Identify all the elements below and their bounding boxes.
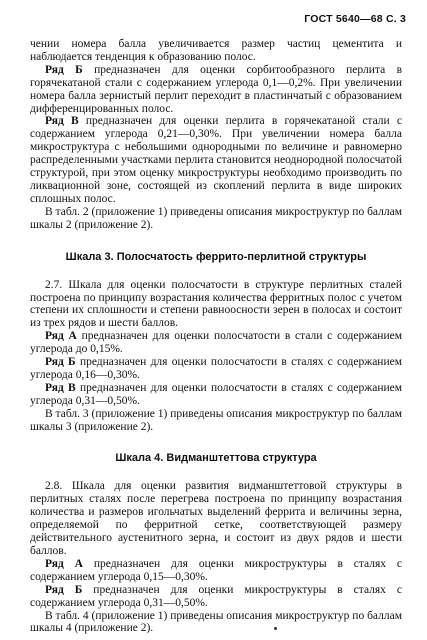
- paragraph-row-b: [30, 356, 402, 382]
- row-text: предназначен для оценки полосчатости в стали с содержанием углерода до 0,15%.: [30, 330, 402, 356]
- row-text: предназначен для оценки перлита в горячекатаной стали с содержанием углерода 0,21—0,30%. При увеличении номера балла микроструктура с небольшими однородными по величине и равномерно распределенными участками перлита становится неоднородной полосчатой структурой, при этом оценку микроструктуры необходимо производить по ликвационной зоне, состоящей из скоплений перлита в виде широких сплошных полос.: [30, 115, 403, 205]
- row-label: Ряд А: [45, 557, 83, 570]
- row-text: предназначен для оценки полосчатости в сталях с содержанием углерода 0,31—0,50%.: [30, 381, 403, 407]
- section-heading-scale-3: Шкала 3. Полосчатость феррито-перлитной структуры: [65, 250, 367, 263]
- row-label: Ряд Б: [45, 356, 76, 369]
- paragraph-row-b: [30, 584, 402, 610]
- row-text: предназначен для оценки микроструктуры в сталях с содержанием углерода 0,15—0,30%.: [30, 557, 402, 583]
- row-label: Ряд В: [45, 381, 76, 394]
- row-text: предназначен для оценки микроструктуры в сталях с содержанием углерода 0,31—0,50%.: [30, 583, 402, 609]
- paragraph-table-ref: В табл. 4 (приложение 1) приведены описания микроструктур по баллам шкалы 4 (приложение 2).: [30, 609, 402, 635]
- paragraph-row-a: [30, 558, 402, 584]
- paragraph-row-a: [30, 330, 402, 356]
- paragraph-continuation: чении номера балла увеличивается размер частиц цементита и наблюдается тенденция к образованию полос.: [30, 38, 402, 63]
- row-text: предназначен для оценки сорбитообразного перлита в горячекатаной стали с содержанием углерода 0,1—0,2%. При увеличении номера балла зернистый перлит переходит в пластинчатый с образованием дифференцированных полос.: [30, 63, 402, 115]
- section-heading-scale-4: Шкала 4. Видманштеттова структура: [115, 452, 317, 465]
- ink-dot: [274, 627, 277, 630]
- paragraph-table-ref: В табл. 3 (приложение 1) приведены описания микроструктур по баллам шкалы 3 (приложение 2).: [30, 407, 402, 433]
- row-label: Ряд Б: [45, 583, 83, 596]
- row-label: Ряд Б: [45, 63, 83, 76]
- row-label: Ряд А: [45, 330, 77, 343]
- paragraph-row-b: [30, 64, 402, 116]
- row-label: Ряд В: [45, 115, 79, 128]
- paragraph-table-ref: В табл. 2 (приложение 1) приведены описания микроструктур по баллам шкалы 2 (приложение 2).: [30, 205, 402, 231]
- paragraph-2-7: 2.7. Шкала для оценки полосчатости в структуре перлитных сталей построена по принципу возрастания количества ферритных полос с учетом степени их сплошности и степени равноосности зерен в полосах и состоит из трех рядов и шести баллов.: [30, 278, 402, 330]
- document-body: [30, 38, 402, 635]
- page-header: ГОСТ 5640—68 С. 3: [304, 13, 406, 25]
- paragraph-row-v: [30, 382, 402, 408]
- row-text: предназначен для оценки полосчатости в сталях с содержанием углерода 0,16—0,30%.: [30, 356, 402, 381]
- paragraph-2-8: 2.8. Шкала для оценки развития видманштеттовой структуры в перлитных сталях после перегрева построена по принципу возрастания количества и размеров игольчатых выделений феррита и величины зерна, определяемой по ферритной сетке, соответствующей размеру действительного аустенитного зерна, и состоит из двух рядов и шести баллов.: [30, 480, 402, 557]
- paragraph-row-v: [30, 115, 402, 205]
